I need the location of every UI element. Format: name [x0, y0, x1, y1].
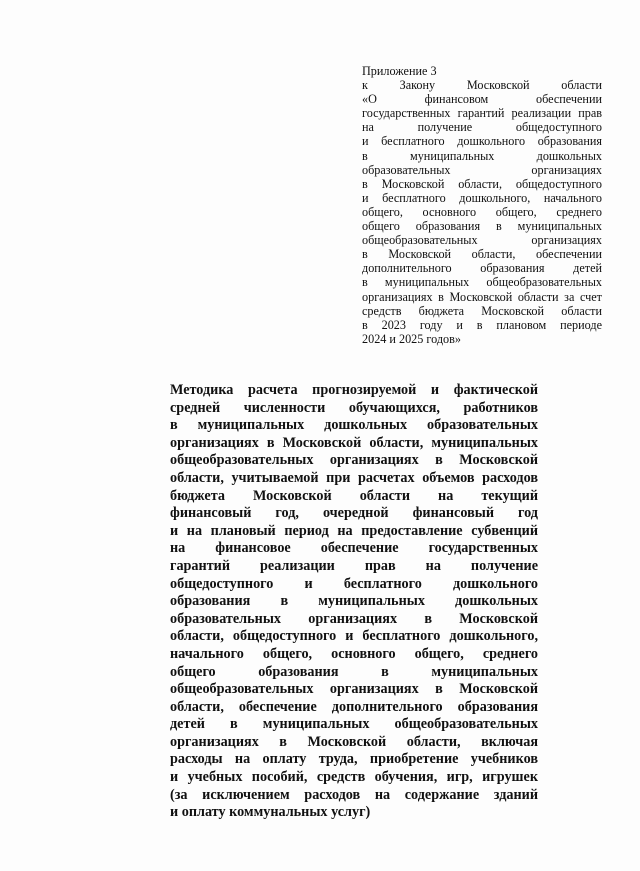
- methodology-line: образования в муниципальных дошкольных: [170, 593, 538, 610]
- appendix-line: Приложение 3: [362, 64, 437, 78]
- methodology-line: средней численности обучающихся, работников: [170, 399, 538, 416]
- methodology-line: в муниципальных дошкольных образовательных: [170, 417, 538, 434]
- appendix-line: средств бюджета Московской области: [362, 303, 602, 318]
- methodology-line: общедоступного и бесплатного дошкольного: [170, 575, 538, 592]
- appendix-line: в муниципальных общеобразовательных: [362, 275, 602, 290]
- appendix-line: «О финансовом обеспечении: [362, 92, 602, 107]
- appendix-line: и бесплатного дошкольного, начального: [362, 190, 602, 205]
- appendix-line: образовательных организациях: [362, 162, 602, 177]
- methodology-line: и учебных пособий, средств обучения, игр, игрушек: [170, 769, 538, 786]
- methodology-line: общего образования в муниципальных: [170, 663, 538, 680]
- methodology-line: детей в муниципальных общеобразовательных: [170, 716, 538, 733]
- appendix-line: к Закону Московской области: [362, 78, 602, 93]
- appendix-line: организациях в Московской области за счет: [362, 289, 602, 304]
- appendix-line: на получение общедоступного: [362, 120, 602, 135]
- methodology-title: [170, 382, 538, 822]
- methodology-line: начального общего, основного общего, среднего: [170, 645, 538, 662]
- appendix-line: в муниципальных дошкольных: [362, 148, 602, 163]
- methodology-line: (за исключением расходов на содержание зданий: [170, 786, 538, 803]
- appendix-line: в Московской области, обеспечении: [362, 247, 602, 262]
- methodology-line: организациях в Московской области, включая: [170, 733, 538, 750]
- methodology-line: финансовый год, очередной финансовый год: [170, 505, 538, 522]
- methodology-line: организациях в Московской области, муниципальных: [170, 434, 538, 451]
- methodology-line: области, обеспечение дополнительного образования: [170, 698, 538, 715]
- methodology-line: общеобразовательных организациях в Московской: [170, 452, 538, 469]
- methodology-line: Методика расчета прогнозируемой и фактической: [170, 382, 538, 398]
- methodology-line: и оплату коммунальных услуг): [170, 804, 371, 821]
- appendix-line: общеобразовательных организациях: [362, 233, 602, 248]
- appendix-line: общего, основного общего, среднего: [362, 204, 602, 219]
- appendix-line: общего образования в муниципальных: [362, 219, 602, 234]
- methodology-line: общеобразовательных организациях в Московской: [170, 681, 538, 698]
- appendix-line: и бесплатного дошкольного образования: [362, 134, 602, 149]
- methodology-line: бюджета Московской области на текущий: [170, 487, 538, 504]
- methodology-line: области, общедоступного и бесплатного дошкольного,: [170, 628, 538, 645]
- appendix-header: [362, 64, 602, 346]
- appendix-line: в 2023 году и в плановом периоде: [362, 317, 602, 332]
- methodology-line: гарантий реализации прав на получение: [170, 557, 538, 574]
- methodology-line: на финансовое обеспечение государственных: [170, 540, 538, 557]
- appendix-line: 2024 и 2025 годов»: [362, 331, 461, 346]
- appendix-line: государственных гарантий реализации прав: [362, 106, 602, 121]
- methodology-line: области, учитываемой при расчетах объемов расходов: [170, 469, 538, 486]
- methodology-line: и на плановый период на предоставление субвенций: [170, 522, 538, 539]
- appendix-line: в Московской области, общедоступного: [362, 176, 602, 191]
- methodology-line: образовательных организациях в Московской: [170, 610, 538, 627]
- appendix-line: дополнительного образования детей: [362, 261, 602, 276]
- methodology-line: расходы на оплату труда, приобретение учебников: [170, 751, 538, 768]
